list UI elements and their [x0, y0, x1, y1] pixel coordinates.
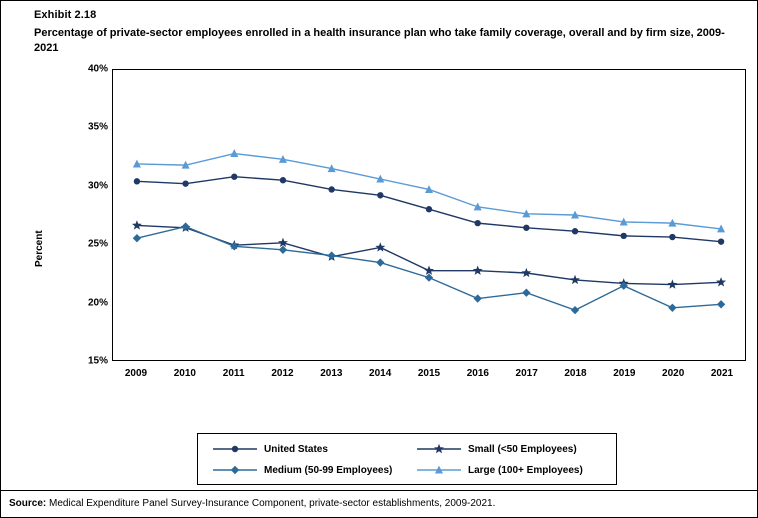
data-point-star: [375, 242, 385, 251]
data-point-star: [521, 268, 531, 277]
data-point-diamond: [133, 234, 141, 242]
data-point-diamond: [327, 251, 335, 259]
data-point-diamond: [473, 294, 481, 302]
legend-label: United States: [264, 443, 328, 455]
exhibit-number: Exhibit 2.18: [34, 9, 97, 21]
legend-marker-diamond: [212, 463, 258, 477]
x-tick-label: 2018: [564, 368, 587, 379]
legend-label: Small (<50 Employees): [468, 443, 577, 455]
legend-marker-star: [416, 442, 462, 456]
y-tick-label: 35%: [87, 121, 108, 133]
data-point-diamond: [571, 306, 579, 314]
data-point-star: [434, 444, 444, 453]
source-text: Medical Expenditure Panel Survey-Insurance Component, private-sector establishments, 2009-2021.: [46, 498, 496, 509]
chart-plot-area: [82, 63, 746, 379]
data-point-diamond: [376, 258, 384, 266]
data-point-star: [132, 220, 142, 229]
legend-label: Medium (50-99 Employees): [264, 464, 393, 476]
x-tick-label: 2021: [710, 368, 734, 379]
data-point-star: [570, 275, 580, 284]
x-tick-label: 2020: [662, 368, 685, 379]
y-axis-title: Percent: [34, 230, 45, 267]
exhibit-title: Percentage of private-sector employees enrolled in a health insurance plan who take family coverage, overall and by firm size, 2009-2021: [34, 27, 725, 54]
footer-divider: [1, 490, 757, 491]
data-point-star: [667, 279, 677, 288]
plot-box: [112, 69, 746, 361]
data-point-diamond: [717, 300, 725, 308]
data-point-circle: [280, 177, 286, 183]
chart-container: [34, 65, 746, 410]
chart-legend: [197, 433, 617, 485]
x-tick-label: 2011: [222, 368, 245, 379]
data-point-star: [424, 266, 434, 275]
x-tick-label: 2013: [320, 368, 343, 379]
data-point-circle: [523, 225, 529, 231]
data-point-circle: [621, 233, 627, 239]
legend-item: [416, 463, 583, 477]
data-point-diamond: [231, 466, 239, 474]
data-point-diamond: [522, 289, 530, 297]
x-tick-label: 2015: [417, 368, 441, 379]
data-point-circle: [328, 186, 334, 192]
legend-item: [416, 442, 577, 456]
data-point-star: [278, 238, 288, 247]
data-point-circle: [377, 192, 383, 198]
data-point-circle: [232, 446, 238, 452]
x-tick-label: 2010: [173, 368, 196, 379]
x-tick-label: 2012: [271, 368, 294, 379]
data-point-circle: [572, 228, 578, 234]
y-tick-label: 40%: [87, 63, 108, 75]
data-point-circle: [718, 239, 724, 245]
legend-marker-triangle: [416, 463, 462, 477]
x-tick-label: 2009: [124, 368, 148, 379]
legend-item: [212, 463, 392, 477]
y-tick-label: 30%: [87, 180, 108, 192]
data-point-circle: [134, 178, 140, 184]
source-note: [9, 498, 495, 509]
y-tick-label: 20%: [87, 297, 108, 309]
y-tick-label: 25%: [87, 238, 108, 250]
data-point-circle: [182, 181, 188, 187]
data-point-star: [473, 266, 483, 275]
data-point-star: [716, 277, 726, 286]
legend-item: [212, 442, 328, 456]
legend-marker-circle: [212, 442, 258, 456]
data-point-diamond: [668, 304, 676, 312]
x-tick-label: 2019: [613, 368, 636, 379]
y-tick-label: 15%: [87, 355, 108, 367]
data-point-circle: [426, 206, 432, 212]
x-tick-label: 2016: [466, 368, 489, 379]
data-point-circle: [669, 234, 675, 240]
data-point-triangle: [230, 149, 238, 157]
x-tick-label: 2017: [515, 368, 538, 379]
data-point-circle: [231, 174, 237, 180]
data-point-circle: [474, 220, 480, 226]
legend-label: Large (100+ Employees): [468, 464, 583, 476]
series-lines: [113, 70, 745, 360]
x-tick-label: 2014: [369, 368, 392, 379]
source-label: Source:: [9, 498, 47, 509]
